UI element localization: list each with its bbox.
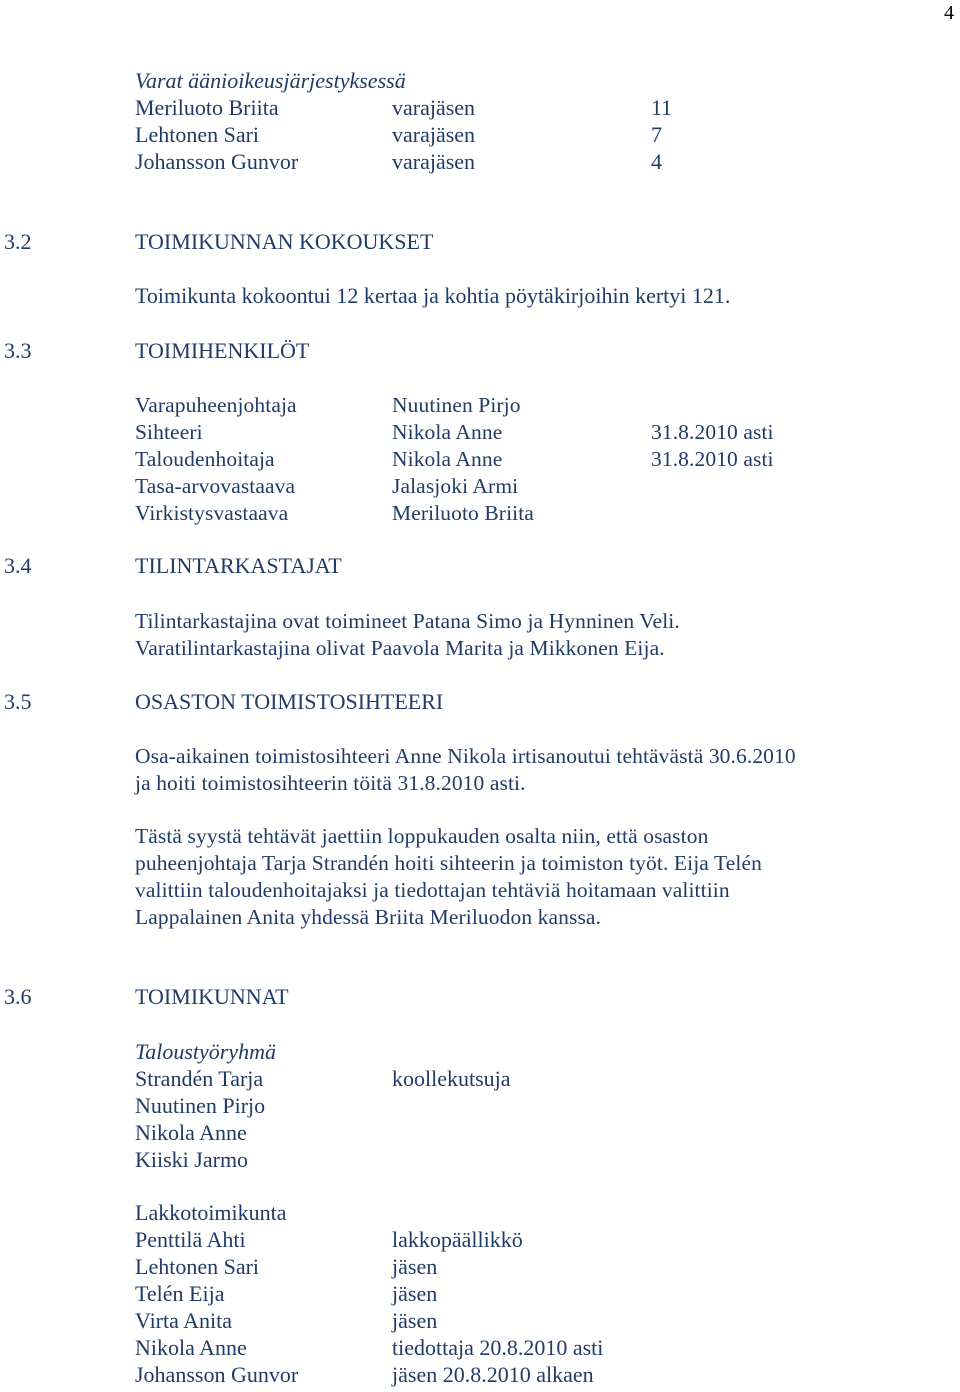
section-number: 3.3 <box>4 338 32 363</box>
section-text: Toimikunta kokoontui 12 kertaa ja kohtia pöytäkirjoihin kertyi 121. <box>135 283 731 308</box>
paragraph-line: puheenjohtaja Tarja Strandén hoiti sihteerin ja toimiston työt. Eija Telén <box>135 851 762 875</box>
committee-heading: Taloustyöryhmä <box>135 1039 276 1064</box>
officer-name: Nikola Anne <box>392 447 503 471</box>
substitute-votes: 4 <box>651 149 662 174</box>
paragraph-line: Tästä syystä tehtävät jaettiin loppukauden osalta niin, että osaston <box>135 824 709 848</box>
officer-role: Taloudenhoitaja <box>135 447 275 471</box>
substitute-name: Johansson Gunvor <box>135 149 299 174</box>
paragraph-line: Lappalainen Anita yhdessä Briita Meriluodon kanssa. <box>135 905 602 929</box>
member-name: Nikola Anne <box>135 1120 247 1145</box>
officer-role: Varapuheenjohtaja <box>135 393 297 417</box>
paragraph-line: valittiin taloudenhoitajaksi ja tiedottajan tehtäviä hoitamaan valittiin <box>135 878 730 902</box>
member-name: Telén Eija <box>135 1281 225 1306</box>
member-name: Strandén Tarja <box>135 1066 264 1091</box>
member-role: tiedottaja 20.8.2010 asti <box>392 1335 604 1360</box>
member-name: Kiiski Jarmo <box>135 1147 249 1172</box>
member-name: Penttilä Ahti <box>135 1227 246 1252</box>
member-role: koollekutsuja <box>392 1066 511 1091</box>
member-name: Johansson Gunvor <box>135 1362 299 1387</box>
section-number: 3.6 <box>4 984 32 1009</box>
member-name: Nikola Anne <box>135 1335 247 1360</box>
paragraph-line: Osa-aikainen toimistosihteeri Anne Nikola irtisanoutui tehtävästä 30.6.2010 <box>135 744 796 768</box>
officer-name: Nikola Anne <box>392 420 503 444</box>
page-number: 4 <box>944 2 954 24</box>
deputy-auditors-line: Varatilintarkastajina olivat Paavola Marita ja Mikkonen Eija. <box>135 636 665 660</box>
officer-note: 31.8.2010 asti <box>651 447 774 471</box>
officer-role: Virkistysvastaava <box>135 501 289 525</box>
officer-role: Tasa-arvovastaava <box>135 474 296 498</box>
section-title: TOIMIKUNNAN KOKOUKSET <box>135 229 434 254</box>
member-role: lakkopäällikkö <box>392 1227 523 1252</box>
section-number: 3.2 <box>4 229 32 254</box>
substitutes-heading: Varat äänioikeusjärjestyksessä <box>135 68 406 93</box>
section-number: 3.4 <box>4 553 32 578</box>
substitute-name: Meriluoto Briita <box>135 95 279 120</box>
officer-name: Jalasjoki Armi <box>392 474 519 498</box>
member-role: jäsen <box>392 1281 438 1306</box>
section-title: OSASTON TOIMISTOSIHTEERI <box>135 689 444 714</box>
officer-name: Meriluoto Briita <box>392 501 534 525</box>
auditors-line: Tilintarkastajina ovat toimineet Patana Simo ja Hynninen Veli. <box>135 609 680 633</box>
officer-note: 31.8.2010 asti <box>651 420 774 444</box>
member-role: jäsen 20.8.2010 alkaen <box>392 1362 594 1387</box>
substitute-role: varajäsen <box>392 149 476 174</box>
member-name: Nuutinen Pirjo <box>135 1093 266 1118</box>
member-role: jäsen <box>392 1254 438 1279</box>
substitute-votes: 7 <box>651 122 662 147</box>
section-title: TOIMIHENKILÖT <box>135 338 310 363</box>
member-name: Virta Anita <box>135 1308 233 1333</box>
section-number: 3.5 <box>4 689 32 714</box>
paragraph-line: ja hoiti toimistosihteerin töitä 31.8.2010 asti. <box>135 771 526 795</box>
section-title: TILINTARKASTAJAT <box>135 553 342 578</box>
member-role: jäsen <box>392 1308 438 1333</box>
section-title: TOIMIKUNNAT <box>135 984 289 1009</box>
substitute-role: varajäsen <box>392 95 476 120</box>
substitute-votes: 11 <box>651 95 673 120</box>
member-name: Lehtonen Sari <box>135 1254 260 1279</box>
officer-name: Nuutinen Pirjo <box>392 393 521 417</box>
committee-heading: Lakkotoimikunta <box>135 1200 287 1225</box>
officer-role: Sihteeri <box>135 420 203 444</box>
substitute-role: varajäsen <box>392 122 476 147</box>
substitute-name: Lehtonen Sari <box>135 122 260 147</box>
